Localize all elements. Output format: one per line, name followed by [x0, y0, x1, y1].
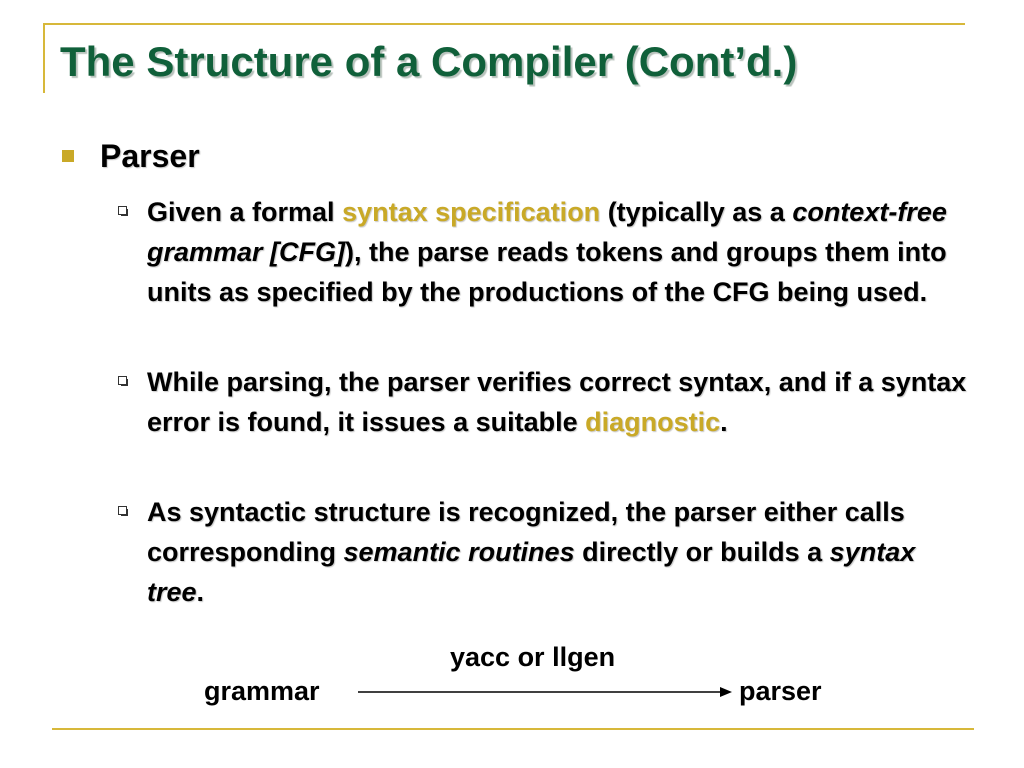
sub-bullet-text [147, 492, 977, 612]
sub-bullet-text [147, 192, 977, 312]
text-run: . [196, 577, 205, 607]
text-run: directly or builds a [574, 537, 830, 567]
top-rule [43, 23, 965, 25]
text-run: Given a formal [147, 197, 343, 227]
highlight-term: diagnostic [585, 407, 721, 437]
italic-term: semantic routines [343, 537, 575, 567]
arrowhead-icon [720, 687, 732, 697]
bullet-label: Parser [100, 138, 200, 174]
output-label: parser [739, 676, 822, 706]
sub-bullet-text [147, 362, 977, 442]
input-label: grammar [204, 676, 320, 706]
checkbox-bullet-icon [118, 206, 127, 215]
bottom-rule [52, 728, 974, 730]
text-run: ), the parse reads tokens and groups them into units as specified by the productions of the CFG being used. [147, 237, 947, 307]
tool-label: yacc or llgen [450, 642, 616, 672]
text-run: While parsing, the parser verifies correct syntax, and if a syntax error is found, it issues a suitable [147, 367, 967, 437]
slide-title: The Structure of a Compiler (Cont’d.) [60, 38, 798, 85]
text-run: As syntactic structure is recognized, the parser either calls corresponding [147, 497, 905, 567]
checkbox-bullet-icon [118, 376, 127, 385]
text-run: (typically as a [600, 197, 785, 227]
left-rule [43, 23, 45, 93]
italic-term: context-free grammar [CFG] [147, 197, 947, 267]
text-run: . [720, 407, 728, 437]
square-bullet-icon [62, 150, 74, 162]
checkbox-bullet-icon [118, 506, 127, 515]
highlight-term: syntax specification [342, 197, 601, 227]
italic-term: syntax tree [147, 537, 916, 607]
